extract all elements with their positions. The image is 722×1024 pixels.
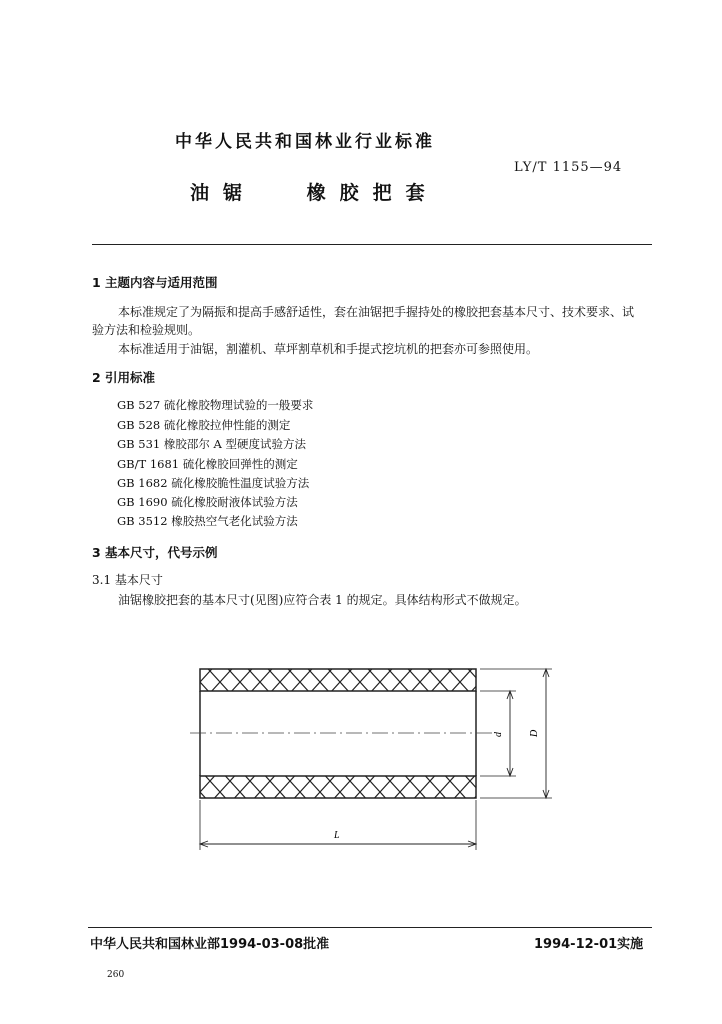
label-D: D bbox=[529, 729, 540, 737]
section-3-1-heading: 3.1 基本尺寸 bbox=[92, 573, 163, 587]
lower-rubber-wall bbox=[200, 776, 476, 798]
reference-item: GB 1682 硫化橡胶脆性温度试验方法 bbox=[117, 476, 310, 490]
label-d: d bbox=[493, 732, 504, 737]
footer-rule bbox=[88, 927, 652, 928]
section-1-paragraph-1-line-2: 验方法和检验规则。 bbox=[92, 323, 201, 337]
reference-item: GB 3512 橡胶热空气老化试验方法 bbox=[117, 514, 298, 528]
section-3-1-text: 油锯橡胶把套的基本尺寸(见图)应符合表 1 的规定。具体结构形式不做规定。 bbox=[118, 593, 527, 607]
section-1-paragraph-2: 本标准适用于油锯，割灌机、草坪割草机和手提式挖坑机的把套亦可参照使用。 bbox=[118, 342, 539, 356]
section-3-heading: 3 基本尺寸，代号示例 bbox=[92, 545, 218, 560]
page-number: 260 bbox=[107, 970, 125, 980]
section-1-paragraph-1-line-1: 本标准规定了为隔振和提高手感舒适性，套在油锯把手握持处的橡胶把套基本尺寸、技术要求、试 bbox=[118, 305, 635, 319]
standard-code: LY/T 1155—94 bbox=[514, 160, 623, 175]
reference-item: GB 528 硫化橡胶拉伸性能的测定 bbox=[117, 418, 291, 432]
approval-note: 中华人民共和国林业部1994-03-08批准 bbox=[90, 937, 330, 952]
effective-date: 1994-12-01实施 bbox=[534, 937, 644, 952]
label-L: L bbox=[334, 830, 340, 841]
reference-item: GB 1690 硫化橡胶耐液体试验方法 bbox=[117, 495, 298, 509]
document-title: 油锯 橡胶把套 bbox=[190, 182, 439, 204]
reference-item: GB 531 橡胶邵尔 A 型硬度试验方法 bbox=[117, 437, 307, 451]
reference-item: GB 527 硫化橡胶物理试验的一般要求 bbox=[117, 398, 314, 412]
section-2-heading: 2 引用标准 bbox=[92, 370, 156, 385]
upper-rubber-wall bbox=[200, 669, 476, 691]
issuer-title: 中华人民共和国林业行业标准 bbox=[175, 132, 435, 152]
reference-item: GB/T 1681 硫化橡胶回弹性的测定 bbox=[117, 457, 298, 471]
section-1-heading: 1 主题内容与适用范围 bbox=[92, 275, 218, 290]
